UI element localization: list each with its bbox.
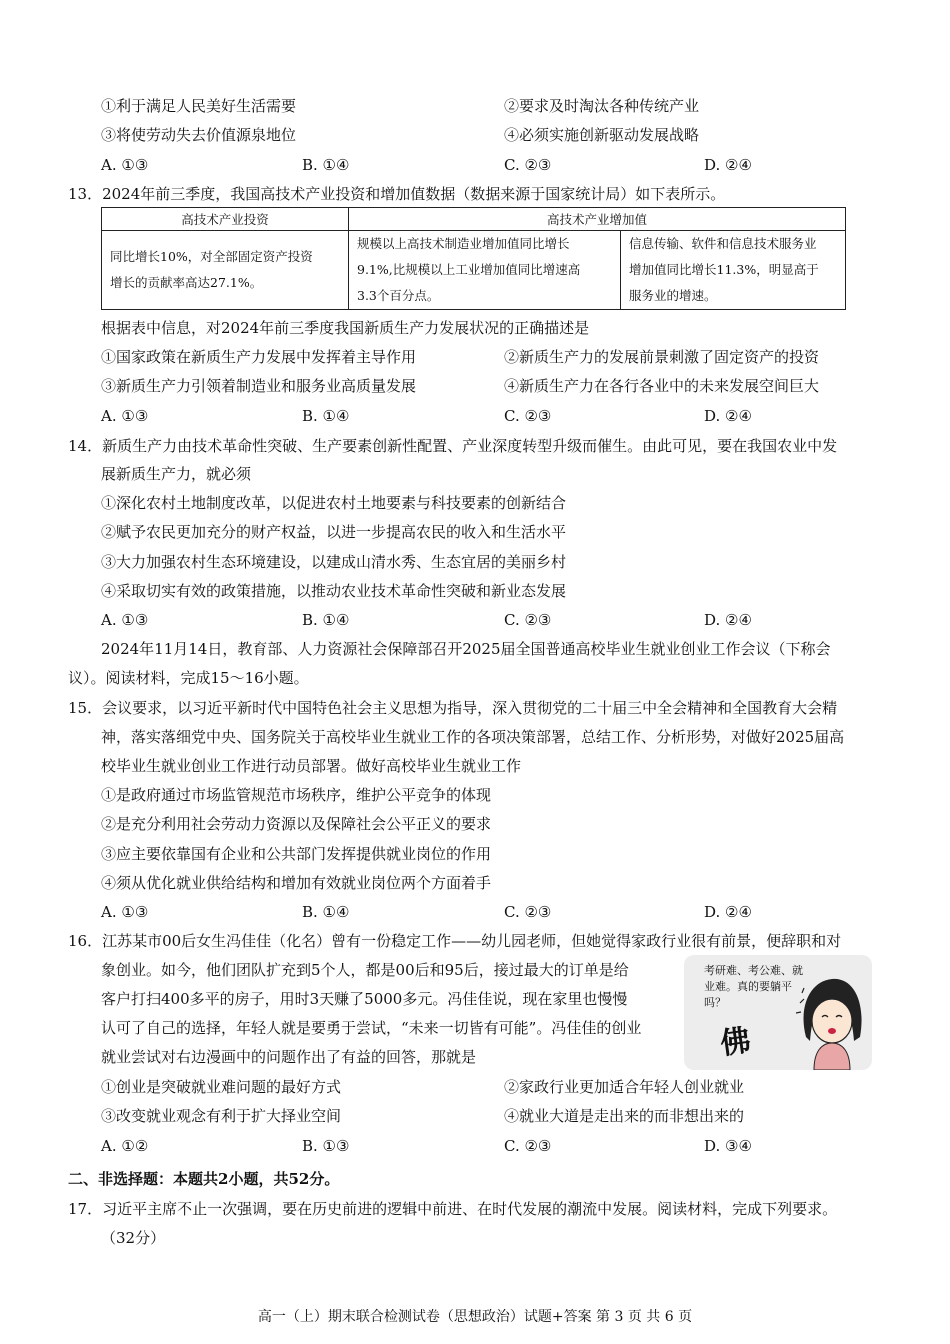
q15-option-4: ④须从优化就业供给结构和增加有效就业岗位两个方面着手 — [101, 874, 492, 892]
page-footer: 高一（上）期末联合检测试卷（思想政治）试题+答案 第 3 页 共 6 页 — [257, 1309, 693, 1325]
q14-stem-line-2: 展新质生产力，就必须 — [101, 465, 252, 483]
q15-stem-line-2: 神，落实落细党中央、国务院关于高校毕业生就业工作的各项决策部署，总结工作、分析形势，对做好2025届高 — [101, 728, 845, 746]
q12-option-1: ①利于满足人民美好生活需要 — [101, 97, 297, 115]
q13-answer-b: B. ①④ — [302, 407, 350, 425]
q12-answer-a: A. ①③ — [101, 156, 149, 174]
q14-answer-c: C. ②③ — [504, 611, 552, 629]
q13-data-table — [101, 207, 846, 310]
q16-stem-line-3: 客户打扫400多平的房子，用时3天赚了5000多元。冯佳佳说，现在家里也慢慢 — [101, 990, 628, 1008]
q12-answer-b: B. ①④ — [302, 156, 350, 174]
q17-stem-line-2: （32分） — [101, 1229, 166, 1247]
table-cell-manufacturing: 规模以上高技术制造业增加值同比增长 9.1%,比规模以上工业增加值同比增速高 3.3个百分点。 — [349, 231, 621, 310]
cartoon-character-glyph: 佛 — [718, 1023, 753, 1062]
cartoon-image — [684, 955, 872, 1070]
q16-stem-line-2: 象创业。如今，他们团队扩充到5个人，都是00后和95后，接过最大的订单是给 — [101, 961, 629, 979]
q13-question: 根据表中信息，对2024年前三季度我国新质生产力发展状况的正确描述是 — [101, 319, 590, 337]
q15-option-3: ③应主要依靠国有企业和公共部门发挥提供就业岗位的作用 — [101, 845, 492, 863]
material-line-2: 议）。阅读材料，完成15～16小题。 — [68, 669, 309, 687]
table-cell-services: 信息传输、软件和信息技术服务业 增加值同比增长11.3%，明显高于 服务业的增速。 — [621, 231, 846, 310]
q15-answer-d: D. ②④ — [704, 903, 752, 921]
q13-answer-c: C. ②③ — [504, 407, 552, 425]
q13-answer-d: D. ②④ — [704, 407, 752, 425]
q14-answer-b: B. ①④ — [302, 611, 350, 629]
q16-option-2: ②家政行业更加适合年轻人创业就业 — [504, 1078, 745, 1096]
q15-answer-a: A. ①③ — [101, 903, 149, 921]
q14-option-3: ③大力加强农村生态环境建设，以建成山清水秀、生态宜居的美丽乡村 — [101, 553, 567, 571]
q16-option-4: ④就业大道是走出来的而非想出来的 — [504, 1107, 745, 1125]
q13-answer-a: A. ①③ — [101, 407, 149, 425]
q16-answer-a: A. ①② — [101, 1137, 149, 1155]
cartoon-girl-icon — [792, 967, 870, 1070]
q12-option-3: ③将使劳动失去价值源泉地位 — [101, 126, 297, 144]
q13-option-1: ①国家政策在新质生产力发展中发挥着主导作用 — [101, 348, 417, 366]
q16-stem-line-1: 16．江苏某市00后女生冯佳佳（化名）曾有一份稳定工作——幼儿园老师，但她觉得家政行业很有前景，便辞职和对 — [68, 932, 842, 950]
q14-option-4: ④采取切实有效的政策措施，以推动农业技术革命性突破和新业态发展 — [101, 582, 567, 600]
q16-answer-d: D. ③④ — [704, 1137, 752, 1155]
q15-option-1: ①是政府通过市场监管规范市场秩序，维护公平竞争的体现 — [101, 786, 492, 804]
q13-option-2: ②新质生产力的发展前景刺激了固定资产的投资 — [504, 348, 820, 366]
q12-answer-c: C. ②③ — [504, 156, 552, 174]
q16-answer-c: C. ②③ — [504, 1137, 552, 1155]
q12-answer-d: D. ②④ — [704, 156, 752, 174]
q17-stem-line-1: 17．习近平主席不止一次强调，要在历史前进的逻辑中前进、在时代发展的潮流中发展。阅读材料，完成下列要求。 — [68, 1200, 838, 1218]
material-line-1: 2024年11月14日，教育部、人力资源社会保障部召开2025届全国普通高校毕业生就业创业工作会议（下称会 — [101, 640, 831, 658]
q16-option-1: ①创业是突破就业难问题的最好方式 — [101, 1078, 342, 1096]
q12-option-4: ④必须实施创新驱动发展战略 — [504, 126, 700, 144]
q14-option-1: ①深化农村土地制度改革，以促进农村土地要素与科技要素的创新结合 — [101, 494, 567, 512]
q16-option-3: ③改变就业观念有利于扩大择业空间 — [101, 1107, 342, 1125]
q16-stem-line-4: 认可了自己的选择，年轻人就是要勇于尝试，“未来一切皆有可能”。冯佳佳的创业 — [101, 1019, 642, 1037]
q14-answer-a: A. ①③ — [101, 611, 149, 629]
q14-option-2: ②赋予农民更加充分的财产权益，以进一步提高农民的收入和生活水平 — [101, 523, 567, 541]
q16-answer-b: B. ①③ — [302, 1137, 350, 1155]
q14-stem-line-1: 14．新质生产力由技术革命性突破、生产要素创新性配置、产业深度转型升级而催生。由此可见，要在我国农业中发 — [68, 437, 838, 455]
table-cell-investment: 同比增长10%，对全部固定资产投资 增长的贡献率高达27.1%。 — [102, 231, 349, 310]
q13-stem: 13．2024年前三季度，我国高技术产业投资和增加值数据（数据来源于国家统计局）如下表所示。 — [68, 185, 726, 203]
q15-answer-b: B. ①④ — [302, 903, 350, 921]
q15-answer-c: C. ②③ — [504, 903, 552, 921]
q15-option-2: ②是充分利用社会劳动力资源以及保障社会公平正义的要求 — [101, 815, 492, 833]
q13-option-3: ③新质生产力引领着制造业和服务业高质量发展 — [101, 377, 417, 395]
q16-stem-line-5: 就业尝试对右边漫画中的问题作出了有益的回答，那就是 — [101, 1048, 477, 1066]
q15-stem-line-3: 校毕业生就业创业工作进行动员部署。做好高校毕业生就业工作 — [101, 757, 522, 775]
cartoon-caption: 考研难、考公难、就业难。真的要躺平吗？ — [704, 964, 803, 1009]
q12-option-2: ②要求及时淘汰各种传统产业 — [504, 97, 700, 115]
q14-answer-d: D. ②④ — [704, 611, 752, 629]
q13-option-4: ④新质生产力在各行各业中的未来发展空间巨大 — [504, 377, 820, 395]
section-heading: 二、非选择题：本题共2小题，共52分。 — [68, 1170, 340, 1188]
q15-stem-line-1: 15．会议要求，以习近平新时代中国特色社会主义思想为指导，深入贯彻党的二十届三中全会精神和全国教育大会精 — [68, 699, 838, 717]
table-header-investment: 高技术产业投资 — [102, 208, 349, 231]
table-header-value-added: 高技术产业增加值 — [349, 208, 846, 231]
